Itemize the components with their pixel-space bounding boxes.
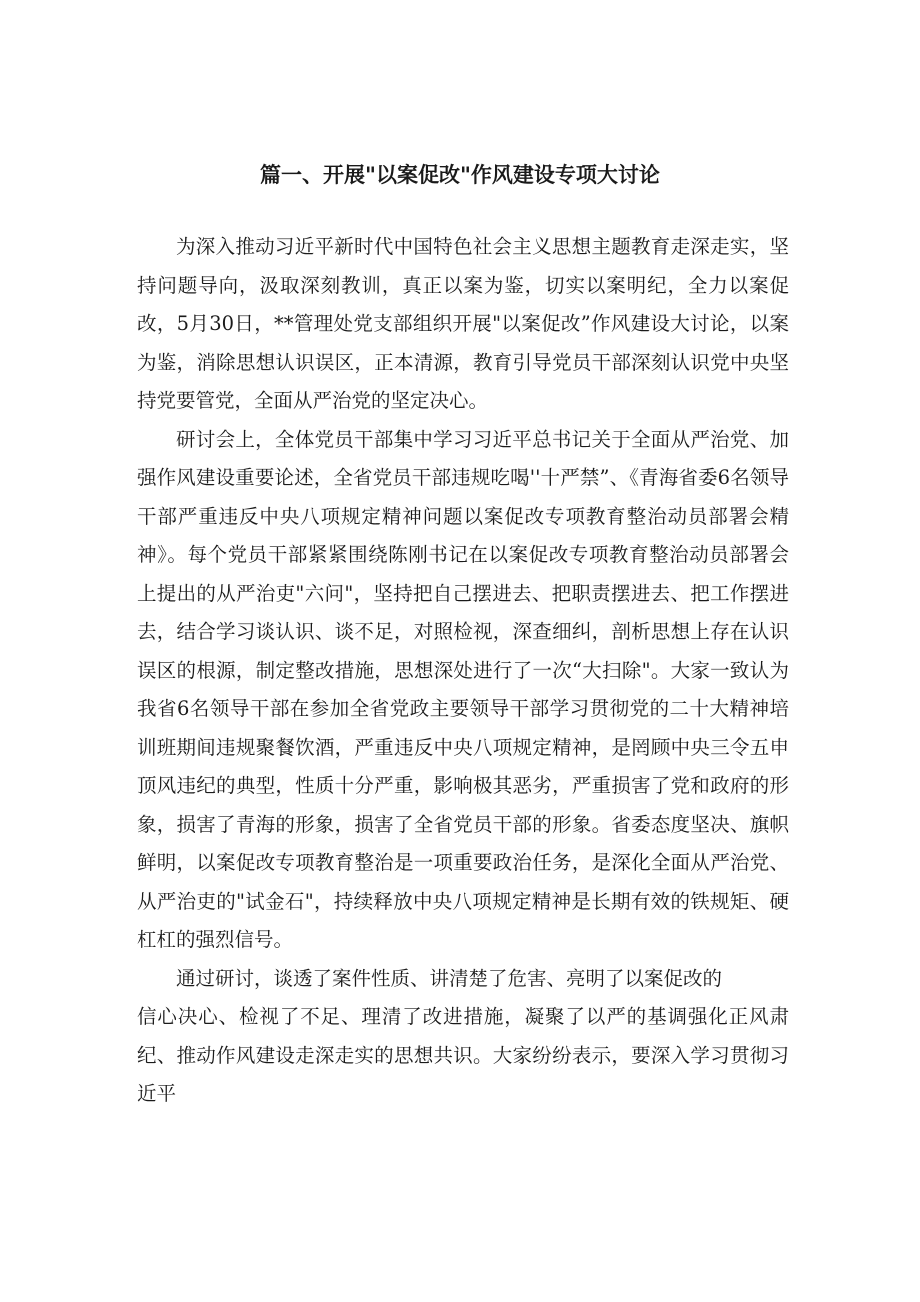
paragraph-3: 通过研讨，谈透了案件性质、讲清楚了危害、亮明了以案促改的 [176, 966, 723, 990]
document-title: 篇一、开展"以案促改"作风建设专项大讨论 [260, 163, 660, 187]
paragraph-4: 信心决心、检视了不足、理清了改进措施，凝聚了以严的基调强化正风肃纪、推动作风建设走深走实的思想共识。大家纷纷表示，要深入学习贯彻习近平 [137, 1005, 789, 1105]
paragraph-1: 为深入推动习近平新时代中国特色社会主义思想主题教育走深走实，坚持问题导向，汲取深刻教训，真正以案为鉴，切实以案明纪，全力以案促改，5月30日，**管理处党支部组织开展"以案促改”作风建设大讨论，以案为鉴，消除思想认识误区，正本清源，教育引导党员干部深刻认识党中央坚持党要管党，全面从严治党的坚定决心。 [137, 235, 789, 412]
paragraph-2: 研讨会上，全体党员干部集中学习习近平总书记关于全面从严治党、加强作风建设重要论述，全省党员干部违规吃喝''十严禁”、《青海省委6名领导干部严重违反中央八项规定精神问题以案促改专项教育整治动员部署会精神》。每个党员干部紧紧围绕陈刚书记在以案促改专项教育整治动员部署会上提出的从严治吏"六问"，坚持把自己摆进去、把职责摆进去、把工作摆进去，结合学习谈认识、谈不足，对照检视，深查细纠，剖析思想上存在认识误区的根源，制定整改措施，思想深处进行了一次“大扫除"。大家一致认为我省6名领导干部在参加全省党政主要领导干部学习贯彻党的二十大精神培训班期间违规聚餐饮酒，严重违反中央八项规定精神，是罔顾中央三令五申顶风违纪的典型，性质十分严重，影响极其恶劣，严重损害了党和政府的形象，损害了青海的形象，损害了全省党员干部的形象。省委态度坚决、旗帜鲜明，以案促改专项教育整治是一项重要政治任务，是深化全面从严治党、从严治吏的"试金石"，持续释放中央八项规定精神是长期有效的铁规矩、硬杠杠的强烈信号。 [137, 427, 789, 951]
document-body [137, 228, 789, 1114]
